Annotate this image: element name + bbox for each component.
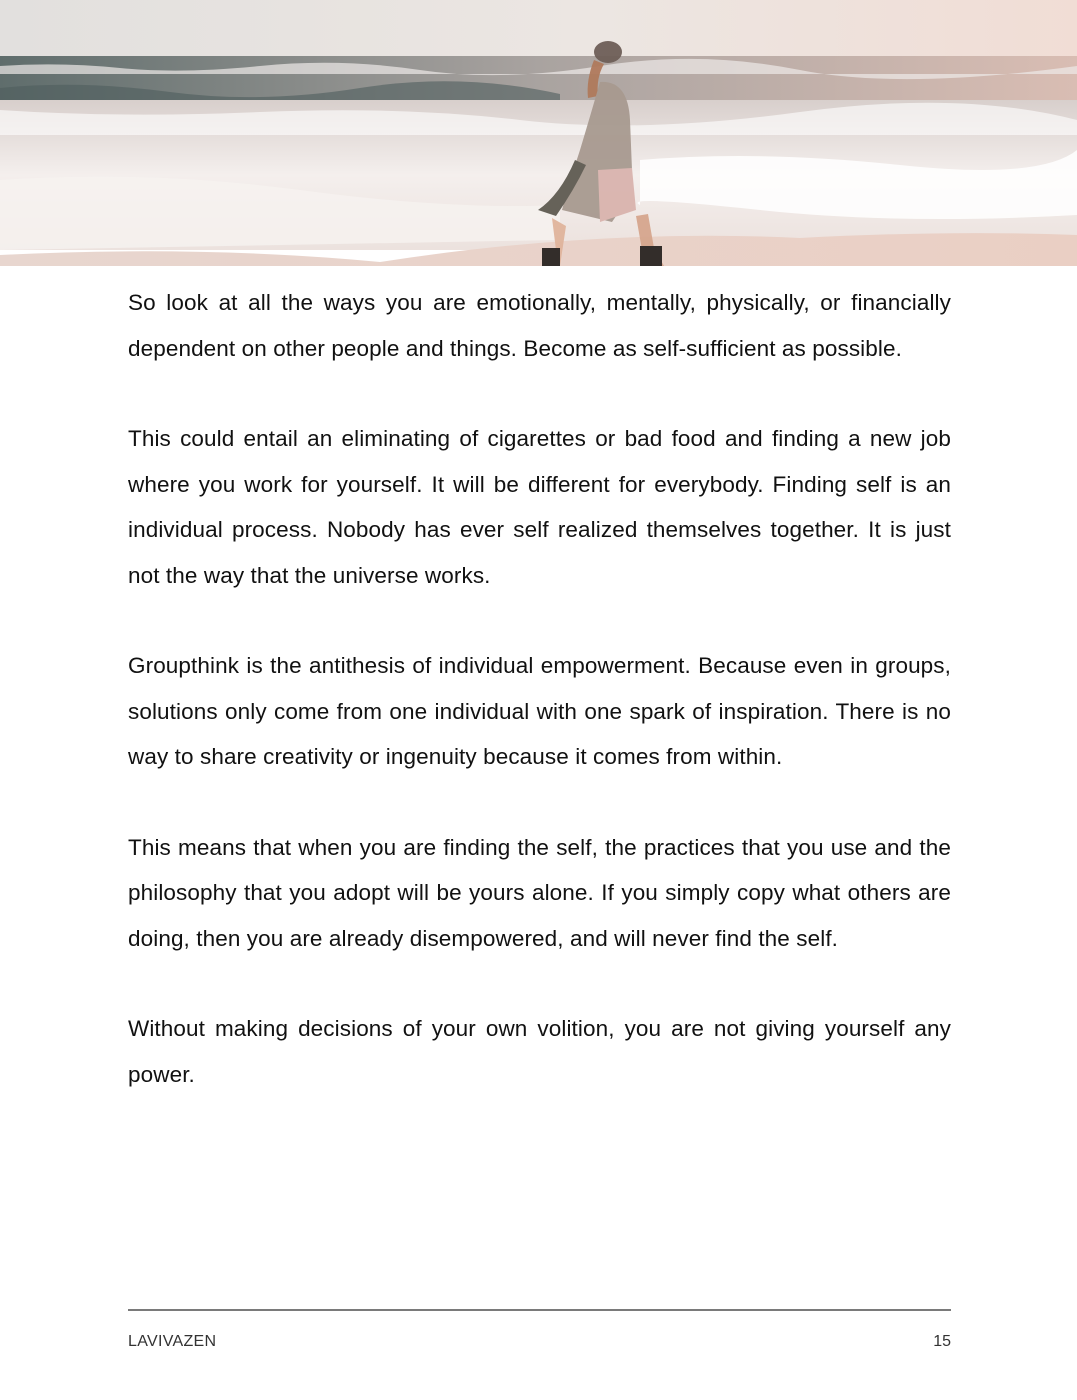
footer-brand: LAVIVAZEN <box>128 1333 217 1350</box>
body-text <box>128 280 951 1142</box>
paragraph: Groupthink is the antithesis of individual empowerment. Because even in groups, solutions only come from one individual with one spark of inspiration. There is no way to share creativity or ingenuity because it comes from within. <box>128 653 951 769</box>
footer-divider <box>128 1309 951 1311</box>
paragraph: Without making decisions of your own volition, you are not giving yourself any power. <box>128 1016 951 1087</box>
paragraph: This means that when you are finding the self, the practices that you use and the philosophy that you adopt will be yours alone. If you simply copy what others are doing, then you are already disempowered, and will never find the self. <box>128 834 951 951</box>
hero-image <box>0 0 1077 266</box>
paragraph: So look at all the ways you are emotionally, mentally, physically, or financially dependent on other people and things. Become as self-sufficient as possible. <box>128 290 951 361</box>
paragraph: This could entail an eliminating of cigarettes or bad food and finding a new job where you work for yourself. It will be different for everybody. Finding self is an individual process. Nobody has ever self realized themselves together. It is just not the way that the universe works. <box>128 426 951 588</box>
page-number: 15 <box>933 1333 951 1350</box>
